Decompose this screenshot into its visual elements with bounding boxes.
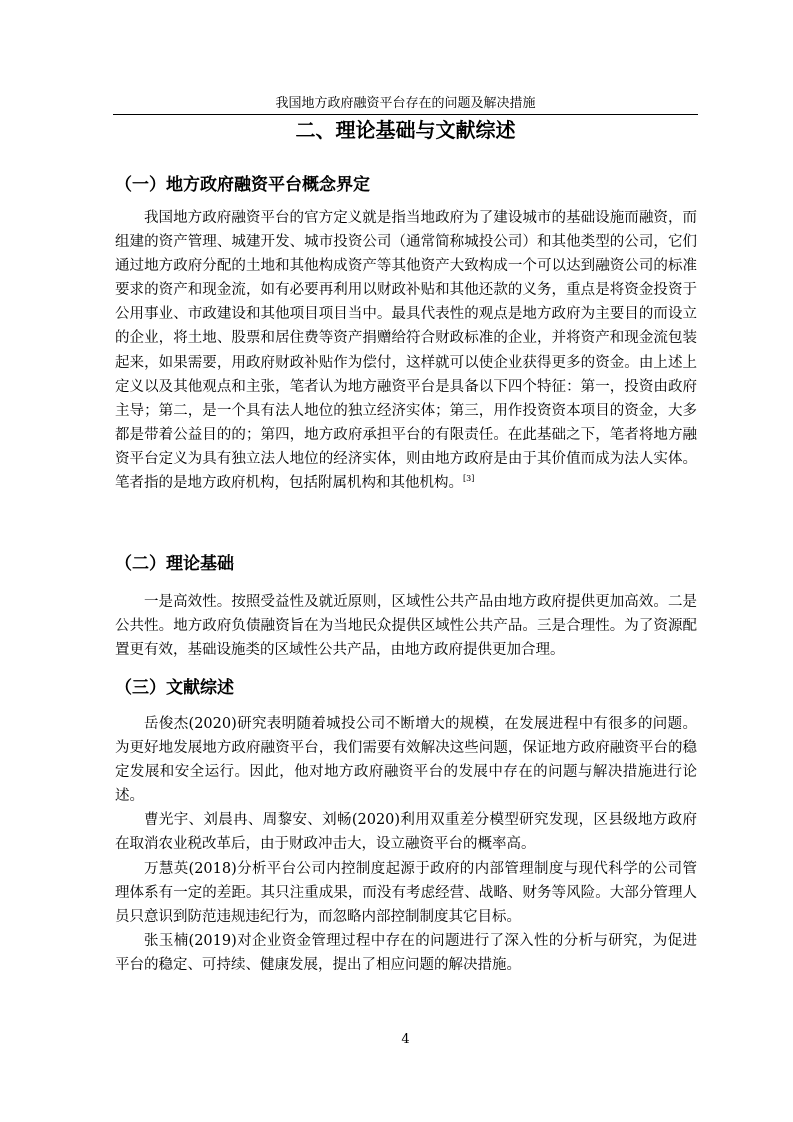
page-number: 4 — [401, 1032, 410, 1047]
paragraph: 万慧英(2018)分析平台公司内控制度起源于政府的内部管理制度与现代科学的公司管理体系有一定的差距。其只注重成果，而没有考虑经营、战略、财务等风险。大部分管理人员只意识到防范违规违纪行为，而忽略内部控制制度其它目标。 — [115, 860, 697, 925]
citation-ref: [3] — [463, 474, 475, 484]
section-body-theory — [115, 590, 697, 662]
paragraph-text: 我国地方政府融资平台的官方定义就是指当地政府为了建设城市的基础设施而融资，而组建的资产管理、城建开发、城市投资公司（通常简称城投公司）和其他类型的公司，它们通过地方政府分配的土地和其他构成资产等其他资产大致构成一个可以达到融资公司的标准要求的资产和现金流，如有必要再利用以财政补贴和其他还款的义务，重点是将资金投资于公用事业、市政建设和其他项目项目当中。最具代表性的观点是地方政府为主要目的而设立的企业，将土地、股票和居住费等资产捐赠给符合财政标准的企业，并将资产和现金流包装起来，如果需要，用政府财政补贴作为偿付，这样就可以使企业获得更多的资金。由上述上定义以及其他观点和主张，笔者认为地方融资平台是具备以下四个特征：第一，投资由政府主导；第二，是一个具有法人地位的独立经济实体；第三，用作投资资本项目的资金，大多都是带着公益目的的；第四，地方政府承担平台的有限责任。在此基础之下，笔者将地方融资平台定义为具有独立法人地位的经济实体，则由地方政府是由于其价值而成为法人实体。笔者指的是地方政府机构，包括附属机构和其他机构。 — [115, 210, 697, 492]
section-body-concept — [115, 206, 697, 495]
header-rule — [113, 114, 698, 115]
paragraph: 岳俊杰(2020)研究表明随着城投公司不断增大的规模，在发展进程中有很多的问题。为更好地发展地方政府融资平台，我们需要有效解决这些问题，保证地方政府融资平台的稳定发展和安全运行。因此，他对地方政府融资平台的发展中存在的问题与解决措施进行论述。 — [115, 716, 697, 805]
running-header: 我国地方政府融资平台存在的问题及解决措施 — [275, 96, 536, 111]
chapter-title: 二、理论基础与文献综述 — [295, 118, 516, 142]
paragraph: 一是高效性。按照受益性及就近原则，区域性公共产品由地方政府提供更加高效。二是公共性。地方政府负债融资旨在为当地民众提供区域性公共产品。三是合理性。为了资源配置更有效，基础设施类的区域性公共产品，由地方政府提供更加合理。 — [115, 594, 697, 659]
section-body-literature — [115, 712, 697, 977]
section-heading-literature: （三）文献综述 — [115, 678, 234, 698]
paragraph — [115, 206, 697, 495]
section-heading-concept: （一）地方政府融资平台概念界定 — [115, 175, 370, 195]
paragraph: 曹光宇、刘晨冉、周黎安、刘畅(2020)利用双重差分模型研究发现，区县级地方政府在取消农业税改革后，由于财政冲击大，设立融资平台的概率高。 — [115, 812, 697, 853]
section-heading-theory: （二）理论基础 — [115, 554, 234, 574]
paragraph: 张玉楠(2019)对企业资金管理过程中存在的问题进行了深入性的分析与研究，为促进平台的稳定、可持续、健康发展，提出了相应问题的解决措施。 — [115, 932, 697, 973]
